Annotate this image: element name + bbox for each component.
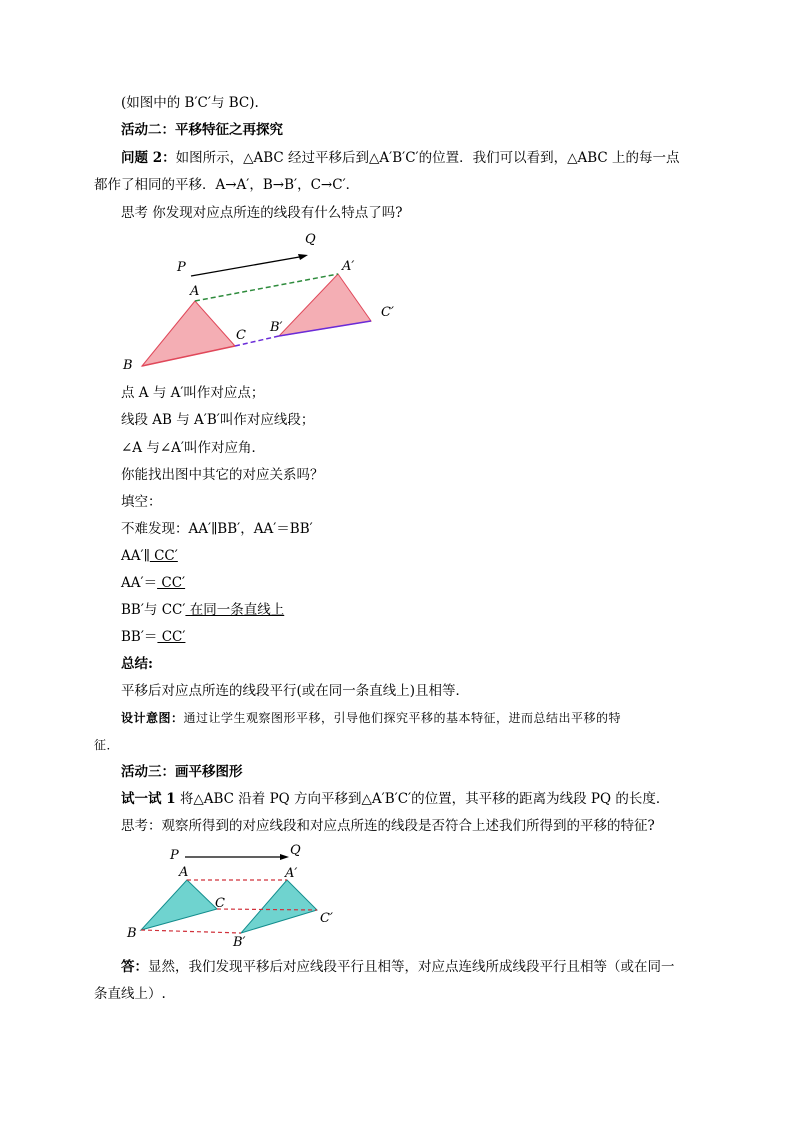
vector-pq [191, 256, 305, 276]
text-line: 条直线上）. [94, 986, 166, 1002]
design-intent-text: 通过让学生观察图形平移，引导他们探究平移的基本特征，进而总结出平移的特 [183, 711, 622, 725]
text-line: 思考：观察所得到的对应线段和对应点所连的线段是否符合上述我们所得到的平移的特征? [121, 818, 655, 834]
label-b1: B′ [233, 935, 246, 950]
exercise-label: 试一试 1 [121, 791, 176, 807]
summary-heading: 总结: [121, 656, 153, 672]
text-line: ∠A 与∠A′叫作对应角． [121, 440, 265, 456]
label-b: B [123, 358, 133, 373]
text-line: (如图中的 B′C′与 BC). [121, 95, 259, 111]
exercise-text: 将△ABC 沿着 PQ 方向平移到△A′B′C′的位置，其平移的距离为线段 PQ 的长度． [175, 791, 670, 807]
arrow-head [298, 254, 308, 260]
label-b: B [127, 926, 137, 941]
arrow-head [280, 854, 289, 860]
label-q: Q [305, 232, 316, 247]
text-line: 你能找出图中其它的对应关系吗？ [121, 467, 324, 483]
blank-prefix: BB′＝ [121, 629, 158, 645]
triangle-a1b1c1 [241, 880, 317, 933]
label-c1: C′ [320, 911, 333, 926]
dashed-segment-bb1 [141, 930, 241, 933]
translation-figure-2 [115, 840, 355, 952]
translation-figure-1 [115, 228, 415, 373]
label-a1: A′ [285, 866, 298, 881]
text-line: 都作了相同的平移．A→A′，B→B′，C→C′． [94, 177, 360, 193]
text-line: 填空： [121, 494, 162, 510]
text-line: 线段 AB 与 A′B′叫作对应线段； [121, 412, 315, 428]
label-b1: B′ [270, 320, 283, 335]
answer-line [121, 958, 675, 976]
blank-prefix: AA′∥ [121, 548, 150, 564]
design-intent-line [121, 709, 621, 727]
question-text: 如图所示，△ABC 经过平移后到△A′B′C′的位置．我们可以看到，△ABC 上的每一点 [175, 150, 680, 166]
label-p: P [170, 848, 179, 863]
question-line [121, 149, 680, 167]
fill-blank-line [121, 547, 178, 565]
blank-answer: CC′ [157, 629, 186, 645]
label-p: P [177, 260, 186, 275]
blank-prefix: BB′与 CC′ [121, 602, 186, 618]
fill-blank-line [121, 601, 284, 619]
blank-answer: 在同一条直线上 [185, 602, 285, 618]
blank-answer: CC′ [149, 548, 178, 564]
text-line: 不难发现：AA′∥BB′，AA′＝BB′ [121, 521, 313, 537]
label-q: Q [290, 843, 301, 858]
triangle-abc [141, 880, 217, 930]
label-a1: A′ [342, 259, 355, 274]
triangle-a1b1c1 [279, 274, 371, 336]
fill-blank-line [121, 628, 185, 646]
design-intent-label: 设计意图： [121, 711, 184, 725]
label-a: A [179, 865, 189, 880]
label-c: C [215, 896, 225, 911]
label-c1: C′ [381, 305, 394, 320]
exercise-line [121, 790, 669, 808]
text-line: 思考 你发现对应点所连的线段有什么特点了吗? [121, 205, 403, 221]
answer-label: 答： [121, 959, 148, 975]
text-line: 平移后对应点所连的线段平行(或在同一条直线上)且相等． [121, 683, 470, 699]
blank-prefix: AA′＝ [121, 575, 158, 591]
answer-text: 显然，我们发现平移后对应线段平行且相等，对应点连线所成线段平行且相等（或在同一 [148, 959, 675, 975]
label-c: C [236, 328, 246, 343]
text-line: 征． [94, 738, 120, 752]
blank-answer: CC′ [157, 575, 186, 591]
question-label: 问题 2： [121, 150, 176, 166]
fill-blank-line [121, 574, 185, 592]
section-heading: 活动二：平移特征之再探究 [121, 122, 283, 138]
text-line: 点 A 与 A′叫作对应点； [121, 385, 265, 401]
label-a: A [190, 284, 200, 299]
section-heading: 活动三：画平移图形 [121, 764, 243, 780]
